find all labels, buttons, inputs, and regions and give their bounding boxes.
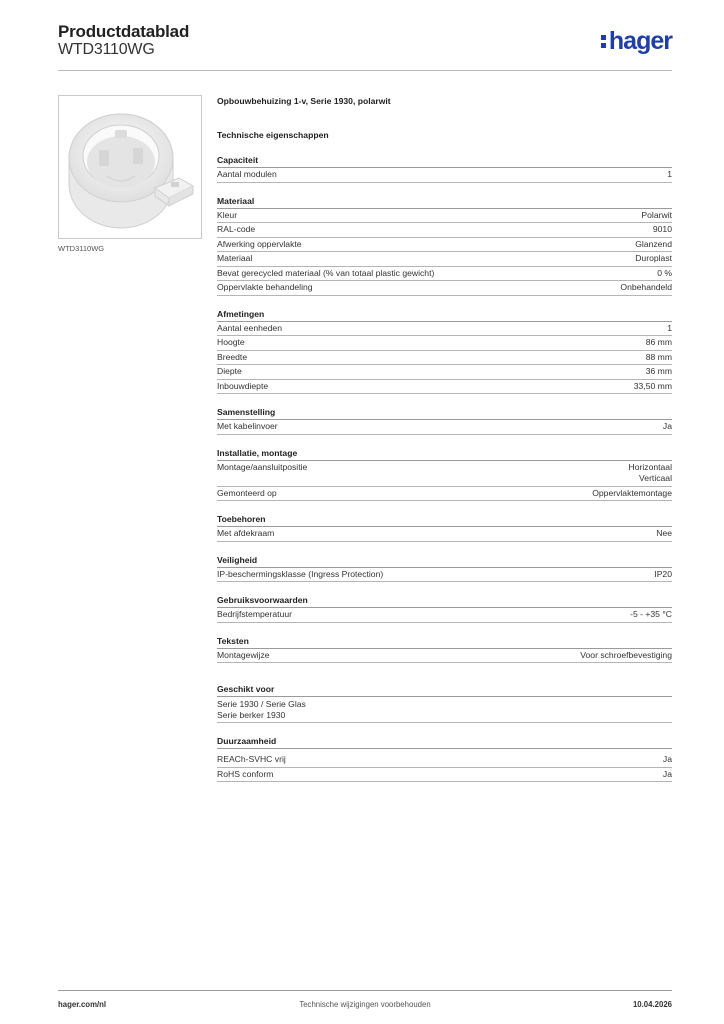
spec-label: Gemonteerd op: [217, 487, 277, 498]
spec-row: [217, 252, 672, 267]
spec-label: RoHS conform: [217, 768, 274, 779]
spec-label: RAL-code: [217, 224, 256, 234]
group-title: Duurzaamheid: [217, 735, 672, 749]
spec-label: Aantal modulen: [217, 169, 277, 179]
compatible-item: Serie 1930 / Serie Glas: [217, 699, 306, 709]
spec-value: 88 mm: [645, 351, 672, 362]
spec-row: [217, 209, 672, 224]
spec-row: [217, 267, 672, 282]
spec-value: Ja: [662, 768, 672, 779]
spec-label: Diepte: [217, 366, 242, 376]
group-title: Afmetingen: [217, 308, 672, 322]
spec-group: [217, 447, 672, 502]
spec-value: Onbehandeld: [620, 282, 672, 292]
spec-label: REACh-SVHC vrij: [217, 754, 286, 764]
spec-row: [217, 768, 672, 783]
spec-value: Oppervlaktemontage: [592, 487, 672, 498]
section-title: Technische eigenschappen: [217, 130, 329, 140]
spec-row: [217, 461, 672, 487]
spec-label: Aantal eenheden: [217, 322, 282, 333]
spec-row: [217, 322, 672, 337]
spec-value: 1: [667, 169, 672, 179]
spec-value: Ja: [662, 754, 672, 764]
group-title: Gebruiksvoorwaarden: [217, 594, 672, 608]
group-title: Geschikt voor: [217, 683, 672, 697]
spec-groups: [217, 154, 672, 663]
spec-group: [217, 513, 672, 542]
spec-label: Kleur: [217, 209, 238, 220]
sustainability-group: [217, 735, 672, 782]
spec-row: [217, 168, 672, 183]
product-code: WTD3110WG: [58, 41, 155, 58]
footer-notice: Technische wijzigingen voorbehouden: [299, 1000, 431, 1009]
spec-label: Oppervlakte behandeling: [217, 282, 313, 292]
spec-group: [217, 635, 672, 664]
spec-row: [217, 527, 672, 542]
spec-value: Nee: [656, 528, 672, 538]
spec-row: [217, 608, 672, 623]
spec-value: 33,50 mm: [633, 380, 672, 391]
group-title: Veiligheid: [217, 554, 672, 568]
group-title: Installatie, montage: [217, 447, 672, 461]
spec-label: Met afdekraam: [217, 528, 275, 538]
logo-dots-icon: [601, 35, 606, 48]
spec-label: Hoogte: [217, 337, 245, 347]
hager-logo: [601, 28, 672, 54]
spec-value: 86 mm: [645, 337, 672, 347]
spec-group: [217, 195, 672, 296]
spec-row: [217, 649, 672, 664]
spec-row: [217, 420, 672, 435]
spec-label: Met kabelinvoer: [217, 421, 278, 431]
spec-group: [217, 554, 672, 583]
group-title: Materiaal: [217, 195, 672, 209]
footer-date: 10.04.2026: [632, 1000, 672, 1009]
spec-value: Polarwit: [641, 209, 672, 220]
document-title: Productdatablad: [58, 22, 190, 41]
specifications: [217, 96, 672, 794]
spec-row: [217, 365, 672, 380]
spec-row: [217, 238, 672, 253]
compatible-item: Serie berker 1930: [217, 709, 286, 720]
group-title: Toebehoren: [217, 513, 672, 527]
product-housing-illustration: [59, 96, 201, 238]
spec-row: [217, 351, 672, 366]
spec-value: Duroplast: [635, 253, 672, 263]
spec-row: [217, 487, 672, 502]
spec-group: [217, 308, 672, 395]
compatible-group: [217, 683, 672, 723]
spec-value: IP20: [654, 568, 672, 579]
spec-value: Horizontaal Verticaal: [628, 461, 672, 483]
product-description: Opbouwbehuizing 1-v, Serie 1930, polarwit: [217, 96, 391, 106]
group-title: Teksten: [217, 635, 672, 649]
spec-label: Breedte: [217, 351, 248, 362]
spec-row: [217, 281, 672, 296]
logo-text: hager: [608, 27, 672, 55]
spec-value: 9010: [652, 224, 672, 234]
spec-value: -5 - +35 °C: [630, 609, 672, 619]
spec-value: Glanzend: [635, 238, 672, 249]
spec-value: Ja: [662, 421, 672, 431]
compatible-list: [217, 697, 672, 723]
spec-row: [217, 568, 672, 583]
spec-row: [217, 753, 672, 768]
spec-label: Bedrijfstemperatuur: [217, 609, 292, 619]
spec-group: [217, 154, 672, 183]
spec-label: Montagewijze: [217, 649, 270, 660]
group-title: Capaciteit: [217, 154, 672, 168]
spec-value: 36 mm: [645, 366, 672, 376]
footer-website-link[interactable]: hager.com/nl: [58, 1000, 107, 1009]
spec-value: 0 %: [657, 267, 672, 278]
spec-label: Montage/aansluitpositie: [217, 461, 308, 472]
spec-label: Inbouwdiepte: [217, 380, 269, 391]
product-image: [58, 95, 202, 239]
group-title: Samenstelling: [217, 406, 672, 420]
spec-row: [217, 380, 672, 395]
spec-row: [217, 336, 672, 351]
page-header: [58, 22, 672, 71]
page-footer: [58, 990, 672, 1015]
spec-label: Materiaal: [217, 253, 253, 263]
spec-value: Voor schroefbevestiging: [580, 649, 672, 660]
spec-row: [217, 223, 672, 238]
image-caption: WTD3110WG: [58, 244, 105, 253]
spec-label: Afwerking oppervlakte: [217, 238, 302, 249]
spec-value: 1: [667, 322, 672, 333]
spec-group: [217, 594, 672, 623]
spec-group: [217, 406, 672, 435]
spec-label: IP-beschermingsklasse (Ingress Protection): [217, 568, 384, 579]
spec-label: Bevat gerecycled materiaal (% van totaal plastic gewicht): [217, 267, 435, 278]
